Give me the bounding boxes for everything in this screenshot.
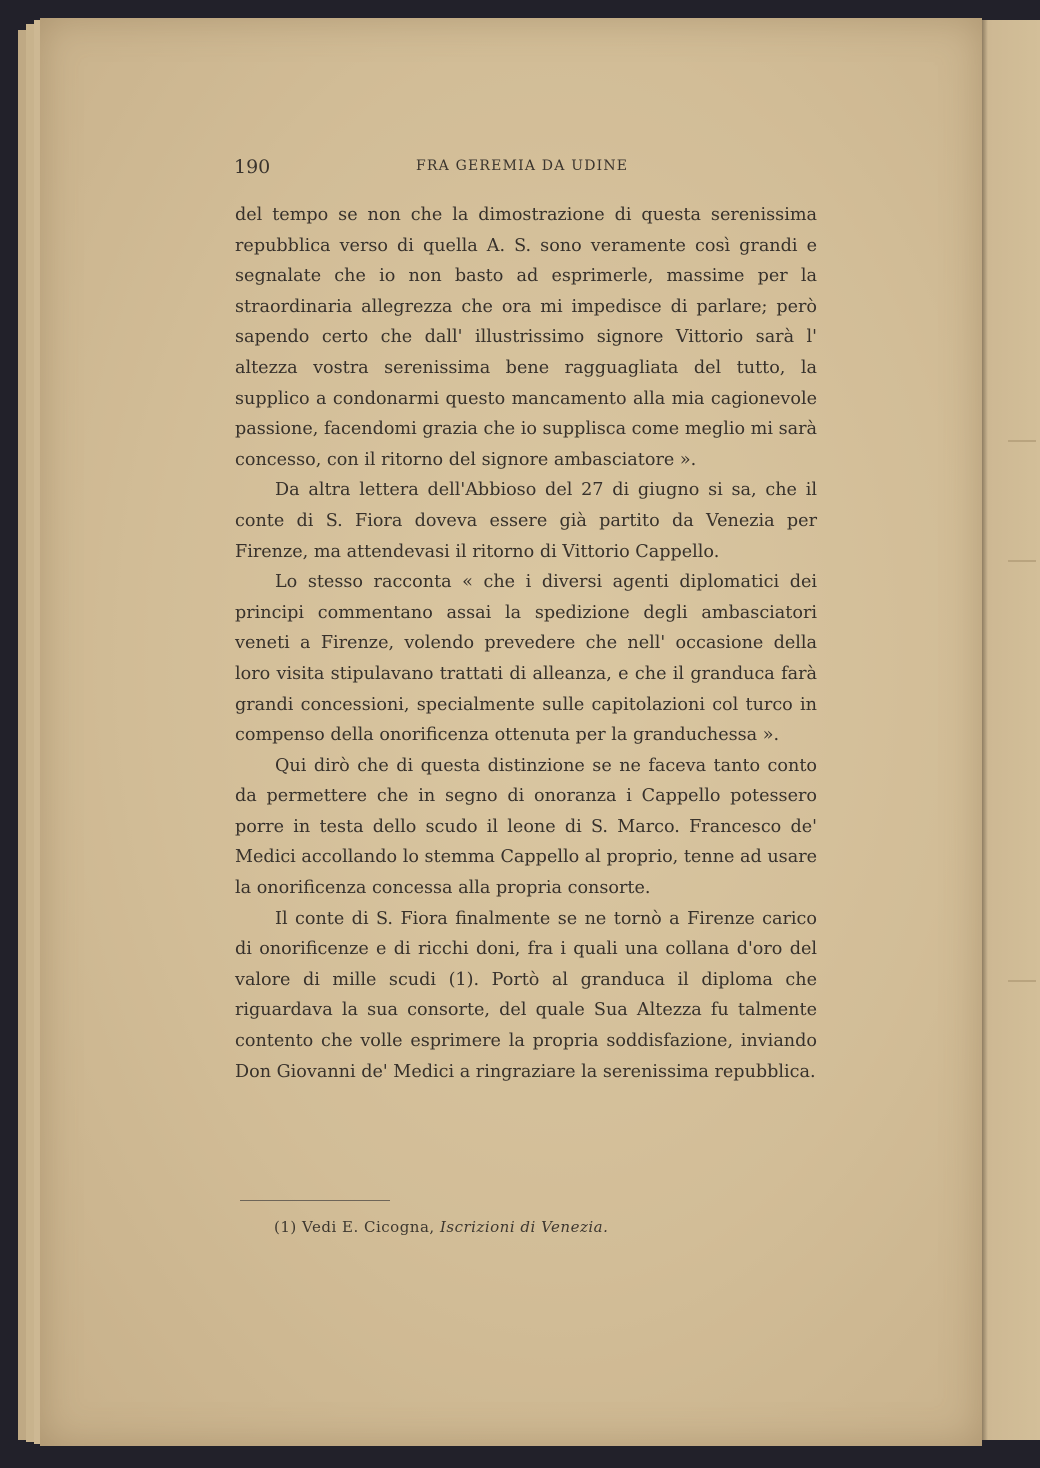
next-page-text-line: [1008, 980, 1036, 982]
next-page-text-line: [1008, 440, 1036, 442]
running-header: [234, 156, 668, 186]
paragraph: Qui dirò che di questa distinzione se ne faceva tanto conto da permettere che in segno di onoranza i Cappello potessero porre in testa dello scudo il leone di S. Marco. Francesco de' Medici accollando lo stemma Cappello al proprio, tenne ad usare la onorificenza concessa alla propria consorte.: [235, 755, 818, 899]
paragraph: Da altra lettera dell'Abbioso del 27 di giugno si sa, che il conte di S. Fiora doveva essere già partito da Venezia per Firenze, ma attendevasi il ritorno di Vittorio Cappello.: [235, 480, 817, 562]
footnote-rule: [240, 1200, 390, 1201]
paragraph: del tempo se non che la dimostrazione di questa serenissima repubblica verso di quella A. S. sono veramente così grandi e segnalate che io non basto ad esprimerle, massime per la straordinaria allegrezza che ora mi impedisce di parlare; però sapendo certo che dall' illustrissimo signore Vittorio sarà l' altezza vostra serenissima bene ragguagliata del tutto, la supplico a condonarmi questo mancamento alla mia cagionevole passione, facendomi grazia che io supplisca come meglio mi sarà concesso, con il ritorno del signore ambasciatore ».: [235, 205, 817, 470]
paragraph: Il conte di S. Fiora finalmente se ne tornò a Firenze carico di onorificenze e di ricchi doni, fra i quali una collana d'oro del valore di mille scudi (1). Portò al granduca il diploma che riguardava la sua consorte, del quale Sua Altezza fu talmente contento che volle esprimere la propria soddisfazione, inviando Don Giovanni de' Medici a ringraziare la serenissima repubblica.: [235, 908, 817, 1082]
next-page-strip: [982, 20, 1040, 1440]
footnote: [274, 1218, 608, 1236]
paragraph: Lo stesso racconta « che i diversi agenti diplomatici dei principi commentano assai la spedizione degli ambasciatori veneti a Firenze, volendo prevedere che nell' occasione della loro visita stipulavano trattati di alleanza, e che il granduca farà grandi concessioni, specialmente sulle capitolazioni col turco in compenso della onorificenza ottenuta per la granduchessa ».: [235, 572, 817, 746]
running-title: FRA GEREMIA DA UDINE: [416, 158, 629, 174]
body-text: [235, 200, 817, 1087]
footnote-cited-title: Iscrizioni di Venezia.: [439, 1218, 609, 1236]
next-page-text-line: [1008, 560, 1036, 562]
footnote-text: (1) Vedi E. Cicogna,: [274, 1218, 440, 1236]
page-number: 190: [234, 156, 271, 178]
